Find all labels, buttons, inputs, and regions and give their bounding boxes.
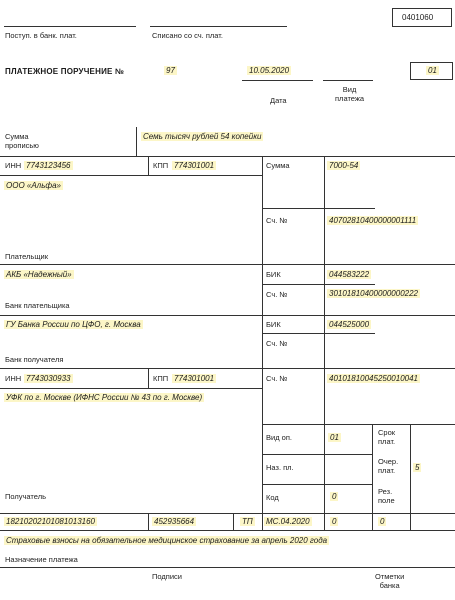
- recipient-inn-label: ИНН: [5, 374, 22, 383]
- grid-line-13: [0, 513, 455, 514]
- tax-oktmo: 452935664: [154, 517, 195, 526]
- amount-words-value: Семь тысяч рублей 54 копейки: [143, 132, 262, 141]
- op-type-label: Вид оп.: [266, 433, 292, 442]
- grid-line-12: [262, 484, 372, 485]
- tax-basis: ТП: [242, 517, 253, 526]
- grid-vline-e: [372, 424, 373, 530]
- grid-line-6: [0, 315, 455, 316]
- op-purpose-label: Наз. пл.: [266, 463, 294, 472]
- tax-doc-date: 0: [380, 517, 385, 526]
- grid-line-3: [262, 208, 375, 209]
- debited-line: [150, 26, 287, 27]
- op-code-label: Код: [266, 493, 279, 502]
- payer-bank-account-label: Сч. №: [266, 290, 288, 299]
- payer-amount-label: Сумма: [266, 161, 290, 170]
- payer-label: Плательщик: [5, 252, 48, 261]
- grid-vline-d: [324, 156, 325, 530]
- payer-bank-name: АКБ «Надежный»: [6, 270, 72, 279]
- payer-kpp-label: КПП: [153, 161, 169, 170]
- payer-amount: 7000-54: [329, 161, 359, 170]
- recipient-account-label: Сч. №: [266, 374, 288, 383]
- op-priority-label: Очер. плат.: [378, 457, 399, 475]
- grid-line-8: [0, 368, 455, 369]
- op-term-label: Срок плат.: [378, 428, 396, 446]
- payer-kpp: 774301001: [174, 161, 215, 170]
- signatures-label: Подписи: [152, 572, 182, 581]
- grid-line-14: [0, 530, 455, 531]
- op-type: 01: [330, 433, 339, 442]
- payer-account-label: Сч. №: [266, 216, 288, 225]
- grid-vline-c: [262, 156, 263, 530]
- debited-label: Списано со сч. плат.: [152, 31, 223, 40]
- payer-bank-bik: 044583222: [329, 270, 370, 279]
- status-value: 01: [428, 66, 437, 75]
- payer-bank-bik-label: БИК: [266, 270, 281, 279]
- grid-vline-h: [233, 513, 234, 530]
- form-code: 0401060: [402, 13, 434, 22]
- pay-type-line: [323, 80, 373, 81]
- order-number: 97: [166, 66, 175, 75]
- op-code: 0: [332, 492, 337, 501]
- payer-account: 40702810400000001111: [329, 216, 417, 225]
- grid-line-2: [0, 175, 262, 176]
- recipient-bank-bik: 044525000: [329, 320, 370, 329]
- pay-type-label: Вид платежа: [335, 85, 365, 103]
- grid-line-9: [0, 388, 262, 389]
- recipient-bank-bik-label: БИК: [266, 320, 281, 329]
- tax-kbk: 18210202101081013160: [6, 517, 95, 526]
- purpose-value: Страховые взносы на обязательное медицинское страхование за апрель 2020 года: [6, 536, 328, 545]
- recipient-inn: 7743030933: [26, 374, 71, 383]
- date-label: Дата: [270, 96, 287, 105]
- tax-doc-num: 0: [332, 517, 337, 526]
- grid-line-10: [262, 424, 455, 425]
- op-reserve-label: Рез. поле: [378, 487, 395, 505]
- payer-inn-label: ИНН: [5, 161, 22, 170]
- grid-vline-g: [148, 513, 149, 530]
- received-label: Поступ. в банк. плат.: [5, 31, 77, 40]
- payer-inn: 7743123456: [26, 161, 71, 170]
- grid-line-1: [0, 156, 455, 157]
- document-title: ПЛАТЕЖНОЕ ПОРУЧЕНИЕ №: [5, 67, 125, 76]
- received-line: [4, 26, 136, 27]
- payer-bank-account: 30101810400000000222: [329, 289, 418, 298]
- recipient-kpp-label: КПП: [153, 374, 169, 383]
- tax-period: МС.04.2020: [266, 517, 310, 526]
- recipient-name: УФК по г. Москве (ИФНС России № 43 по г. Москве): [6, 393, 203, 402]
- op-priority: 5: [415, 463, 420, 472]
- grid-vline-b: [148, 368, 149, 388]
- purpose-label: Назначение платежа: [5, 555, 78, 564]
- grid-line-11: [262, 454, 372, 455]
- grid-line-7: [262, 333, 375, 334]
- grid-line-15: [0, 567, 455, 568]
- payer-bank-label: Банк плательщика: [5, 301, 70, 310]
- grid-line-5: [262, 284, 375, 285]
- recipient-bank-name: ГУ Банка России по ЦФО, г. Москва: [6, 320, 141, 329]
- recipient-kpp: 774301001: [174, 374, 215, 383]
- grid-vline-a: [148, 156, 149, 175]
- bank-marks-label: Отметки банка: [375, 572, 405, 590]
- date-line: [242, 80, 313, 81]
- recipient-bank-account-label: Сч. №: [266, 339, 288, 348]
- grid-vline-f: [410, 424, 411, 530]
- recipient-label: Получатель: [5, 492, 46, 501]
- payer-name: ООО «Альфа»: [6, 181, 61, 190]
- grid-line-4: [0, 264, 455, 265]
- amount-words-divider: [136, 127, 137, 156]
- recipient-account: 40101810045250010041: [329, 374, 418, 383]
- recipient-bank-label: Банк получателя: [5, 355, 64, 364]
- amount-words-label: Сумма прописью: [5, 132, 39, 150]
- order-date: 10.05.2020: [249, 66, 290, 75]
